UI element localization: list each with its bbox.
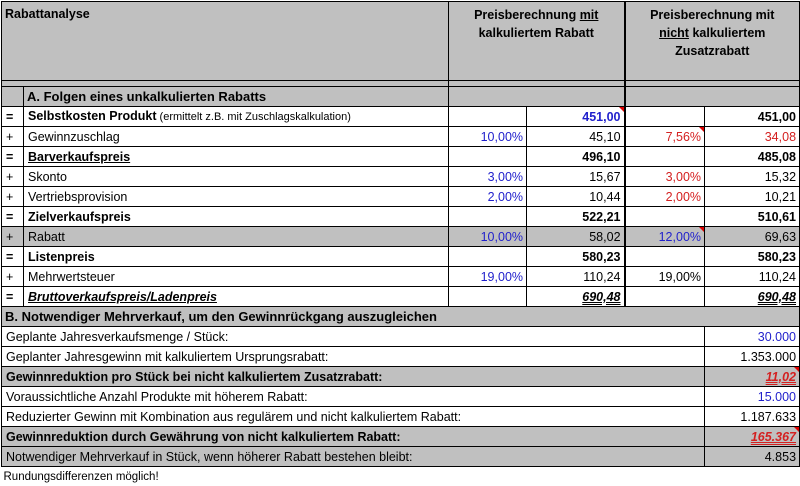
- table-row: [2, 167, 800, 187]
- operator-cell[interactable]: =: [2, 287, 24, 307]
- table-row: [2, 347, 800, 367]
- table-row: [2, 327, 800, 347]
- value-cell[interactable]: 15,32: [705, 167, 800, 187]
- row-label[interactable]: Notwendiger Mehrverkauf in Stück, wenn höherer Rabatt bestehen bleibt:: [2, 447, 705, 467]
- value-cell[interactable]: 451,00: [705, 107, 800, 127]
- percent-cell[interactable]: [449, 147, 527, 167]
- value-cell[interactable]: 58,02: [527, 227, 625, 247]
- value-cell[interactable]: 690,48: [527, 287, 625, 307]
- percent-cell[interactable]: 12,00%: [625, 227, 705, 247]
- value-cell[interactable]: 496,10: [527, 147, 625, 167]
- row-label[interactable]: Voraussichtliche Anzahl Produkte mit höherem Rabatt:: [2, 387, 705, 407]
- value-cell[interactable]: 110,24: [527, 267, 625, 287]
- row-label[interactable]: Skonto: [24, 167, 449, 187]
- value-cell[interactable]: 11,02: [705, 367, 800, 387]
- percent-cell[interactable]: 19,00%: [625, 267, 705, 287]
- operator-cell[interactable]: =: [2, 207, 24, 227]
- table-row-highlighted: [2, 227, 800, 247]
- row-label[interactable]: Gewinnreduktion pro Stück bei nicht kalkuliertem Zusatzrabatt:: [2, 367, 705, 387]
- percent-cell[interactable]: 7,56%: [625, 127, 705, 147]
- table-row: [2, 207, 800, 227]
- operator-cell[interactable]: +: [2, 227, 24, 247]
- operator-cell[interactable]: +: [2, 127, 24, 147]
- value-cell[interactable]: 510,61: [705, 207, 800, 227]
- percent-cell[interactable]: [625, 207, 705, 227]
- row-label[interactable]: Selbstkosten Produkt (ermittelt z.B. mit Zuschlagskalkulation): [24, 107, 449, 127]
- header-row: [2, 2, 800, 81]
- row-label[interactable]: Zielverkaufspreis: [24, 207, 449, 227]
- percent-cell[interactable]: 10,00%: [449, 127, 527, 147]
- value-cell[interactable]: 15,67: [527, 167, 625, 187]
- table-row: [2, 407, 800, 427]
- value-cell[interactable]: 4.853: [705, 447, 800, 467]
- percent-cell[interactable]: [625, 247, 705, 267]
- value-cell[interactable]: 485,08: [705, 147, 800, 167]
- value-cell[interactable]: 690,48: [705, 287, 800, 307]
- rounding-note: Rundungsdifferenzen möglich!: [2, 467, 800, 486]
- value-cell[interactable]: 10,21: [705, 187, 800, 207]
- footer-row: [2, 467, 800, 486]
- percent-cell[interactable]: 2,00%: [625, 187, 705, 207]
- value-cell[interactable]: 30.000: [705, 327, 800, 347]
- operator-cell[interactable]: =: [2, 247, 24, 267]
- table-row: [2, 247, 800, 267]
- table-row: [2, 267, 800, 287]
- percent-cell[interactable]: 19,00%: [449, 267, 527, 287]
- table-row-highlighted: [2, 367, 800, 387]
- table-row: [2, 127, 800, 147]
- row-label[interactable]: Rabatt: [24, 227, 449, 247]
- value-cell[interactable]: 45,10: [527, 127, 625, 147]
- row-label[interactable]: Geplante Jahresverkaufsmenge / Stück:: [2, 327, 705, 347]
- value-cell[interactable]: 10,44: [527, 187, 625, 207]
- operator-cell[interactable]: +: [2, 167, 24, 187]
- value-cell[interactable]: 165.367: [705, 427, 800, 447]
- value-cell[interactable]: 451,00: [527, 107, 625, 127]
- value-cell[interactable]: 522,21: [527, 207, 625, 227]
- row-label[interactable]: Geplanter Jahresgewinn mit kalkuliertem Ursprungsrabatt:: [2, 347, 705, 367]
- percent-cell[interactable]: 3,00%: [449, 167, 527, 187]
- col-header-nicht-kalkuliert[interactable]: Preisberechnung mit nicht kalkuliertem Zusatzrabatt: [625, 2, 800, 81]
- col-header-kalkuliert[interactable]: Preisberechnung mit kalkuliertem Rabatt: [449, 2, 625, 81]
- section-a-title[interactable]: A. Folgen eines unkalkulierten Rabatts: [24, 87, 449, 107]
- value-cell[interactable]: 1.187.633: [705, 407, 800, 427]
- table-row: [2, 147, 800, 167]
- operator-cell[interactable]: =: [2, 107, 24, 127]
- row-label[interactable]: Gewinnreduktion durch Gewährung von nicht kalkuliertem Rabatt:: [2, 427, 705, 447]
- percent-cell[interactable]: [625, 147, 705, 167]
- percent-cell[interactable]: [449, 107, 527, 127]
- operator-cell[interactable]: =: [2, 147, 24, 167]
- percent-cell[interactable]: [449, 247, 527, 267]
- table-row: [2, 187, 800, 207]
- table-row: [2, 287, 800, 307]
- percent-cell[interactable]: [449, 207, 527, 227]
- row-label[interactable]: Barverkaufspreis: [24, 147, 449, 167]
- percent-cell[interactable]: [625, 107, 705, 127]
- operator-cell[interactable]: +: [2, 187, 24, 207]
- row-label[interactable]: Gewinnzuschlag: [24, 127, 449, 147]
- row-label[interactable]: Reduzierter Gewinn mit Kombination aus regulärem und nicht kalkuliertem Rabatt:: [2, 407, 705, 427]
- value-cell[interactable]: 580,23: [705, 247, 800, 267]
- percent-cell[interactable]: [625, 287, 705, 307]
- percent-cell[interactable]: 10,00%: [449, 227, 527, 247]
- value-cell[interactable]: 15.000: [705, 387, 800, 407]
- operator-cell[interactable]: +: [2, 267, 24, 287]
- row-label[interactable]: Bruttoverkaufspreis/Ladenpreis: [24, 287, 449, 307]
- value-cell[interactable]: 1.353.000: [705, 347, 800, 367]
- section-b-title[interactable]: B. Notwendiger Mehrverkauf, um den Gewinnrückgang auszugleichen: [2, 307, 800, 327]
- section-a-title-row: [2, 87, 800, 107]
- percent-cell[interactable]: 3,00%: [625, 167, 705, 187]
- rabatt-table: [1, 1, 800, 486]
- table-row: [2, 107, 800, 127]
- value-cell[interactable]: 110,24: [705, 267, 800, 287]
- row-label[interactable]: Mehrwertsteuer: [24, 267, 449, 287]
- table-row-highlighted: [2, 447, 800, 467]
- percent-cell[interactable]: [449, 287, 527, 307]
- value-cell[interactable]: 34,08: [705, 127, 800, 147]
- row-label[interactable]: Listenpreis: [24, 247, 449, 267]
- section-b-title-row: [2, 307, 800, 327]
- sheet-title[interactable]: Rabattanalyse: [2, 2, 449, 81]
- percent-cell[interactable]: 2,00%: [449, 187, 527, 207]
- table-row: [2, 387, 800, 407]
- value-cell[interactable]: 69,63: [705, 227, 800, 247]
- row-label[interactable]: Vertriebsprovision: [24, 187, 449, 207]
- value-cell[interactable]: 580,23: [527, 247, 625, 267]
- table-row-highlighted: [2, 427, 800, 447]
